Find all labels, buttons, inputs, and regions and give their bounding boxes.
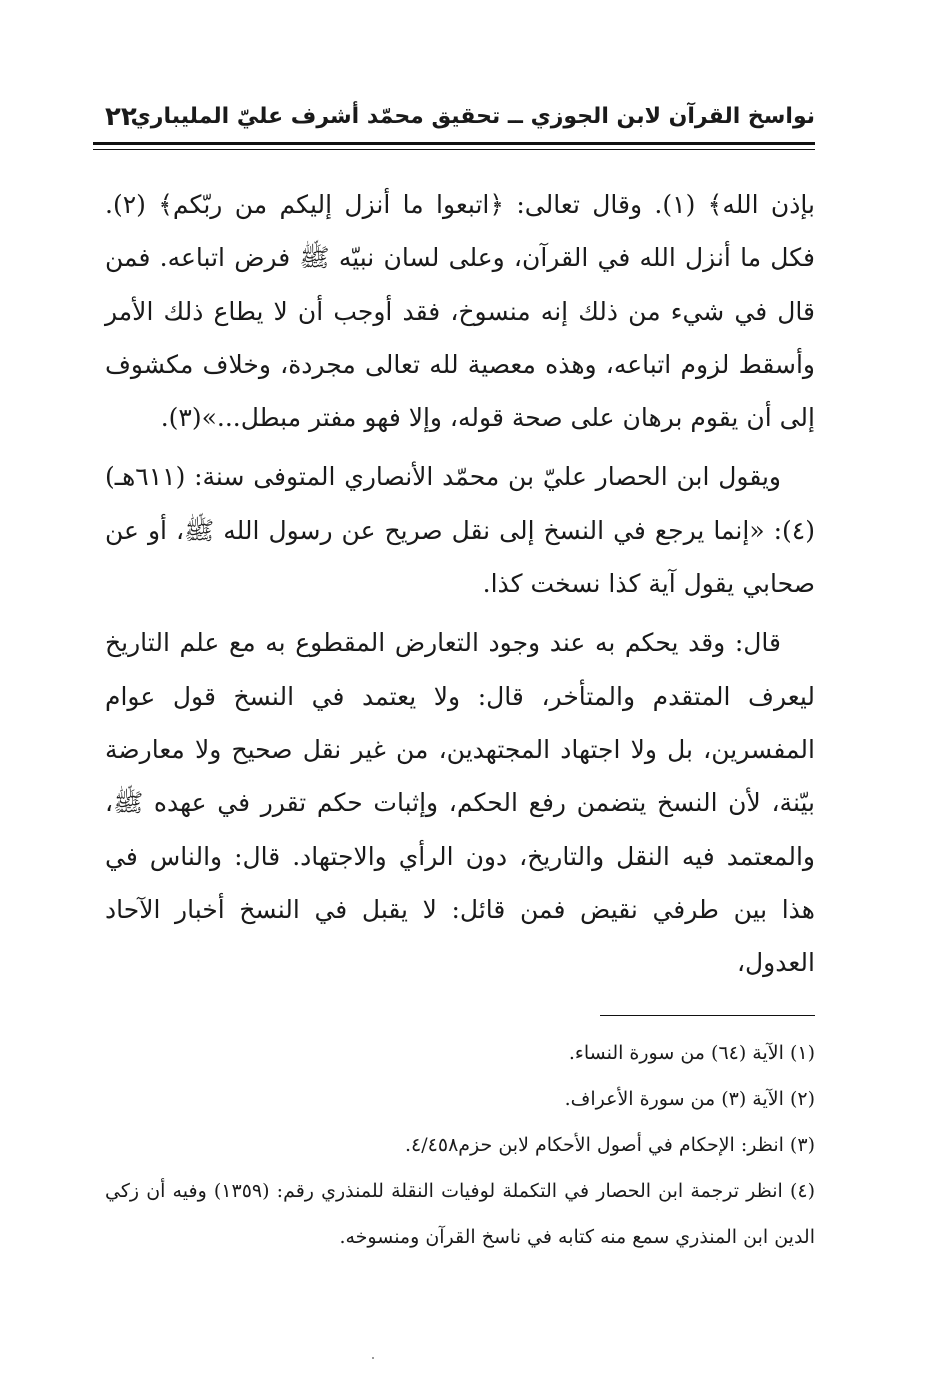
footnote-4: (٤) انظر ترجمة ابن الحصار في التكملة لوفيات النقلة للمنذري رقم: (١٣٥٩) وفيه أن زكي الدين ابن المنذري سمع منه كتابه في ناسخ القرآن ومنسوخه. xyxy=(105,1180,816,1248)
footnote-2: (٢) الآية (٣) من سورة الأعراف. xyxy=(564,1088,815,1110)
running-header xyxy=(93,100,815,140)
paragraph-3: قال: وقد يحكم به عند وجود التعارض المقطوع به مع علم التاريخ ليعرف المتقدم والمتأخر، قال: ولا يعتمد في النسخ قول عوام المفسرين، بل ولا اجتهاد المجتهدين، من غير نقل صحيح ولا معارضة بيّنة، لأن النسخ يتضمن رفع الحكم، وإثبات حكم تقرر في عهده ﷺ، والمعتمد فيه النقل والتاريخ، دون الرأي والاجتهاد. قال: والناس في هذا بين طرفي نقيض فمن قائل: لا يقبل في النسخ أخبار الآحاد العدول، xyxy=(105,628,815,978)
main-text xyxy=(105,178,815,995)
page-number: ٢٢ xyxy=(105,102,137,132)
footnotes xyxy=(105,1030,815,1260)
footnote-separator xyxy=(600,1015,815,1016)
footnote-1: (١) الآية (٦٤) من سورة النساء. xyxy=(568,1042,815,1064)
paragraph-1: بإذن الله﴾ (١). وقال تعالى: ﴿اتبعوا ما أنزل إليكم من ربّكم﴾ (٢). فكل ما أنزل الله في القرآن، وعلى لسان نبيّه ﷺ فرض اتباعه. فمن قال في شيء من ذلك إنه منسوخ، فقد أوجب أن لا يطاع ذلك الأمر وأسقط لزوم اتباعه، وهذه معصية لله تعالى مجردة، وخلاف مكشوف إلى أن يقوم برهان على صحة قوله، وإلا فهو مفتر مبطل...»(٣). xyxy=(105,190,815,433)
header-rule-thin xyxy=(93,149,815,150)
paragraph-2: ويقول ابن الحصار عليّ بن محمّد الأنصاري المتوفى سنة: (٦١١هـ)(٤): «إنما يرجع في النسخ إلى نقل صريح عن رسول الله ﷺ، أو عن صحابي يقول آية كذا نسخت كذا. xyxy=(105,462,815,599)
scan-speck xyxy=(372,1357,374,1359)
running-header-title: نواسخ القرآن لابن الجوزي ــ تحقيق محمّد أشرف عليّ المليباري xyxy=(130,104,815,129)
header-rule-thick xyxy=(93,142,815,145)
footnote-3: (٣) انظر: الإحكام في أصول الأحكام لابن حزم٤/٤٥٨. xyxy=(405,1134,815,1156)
